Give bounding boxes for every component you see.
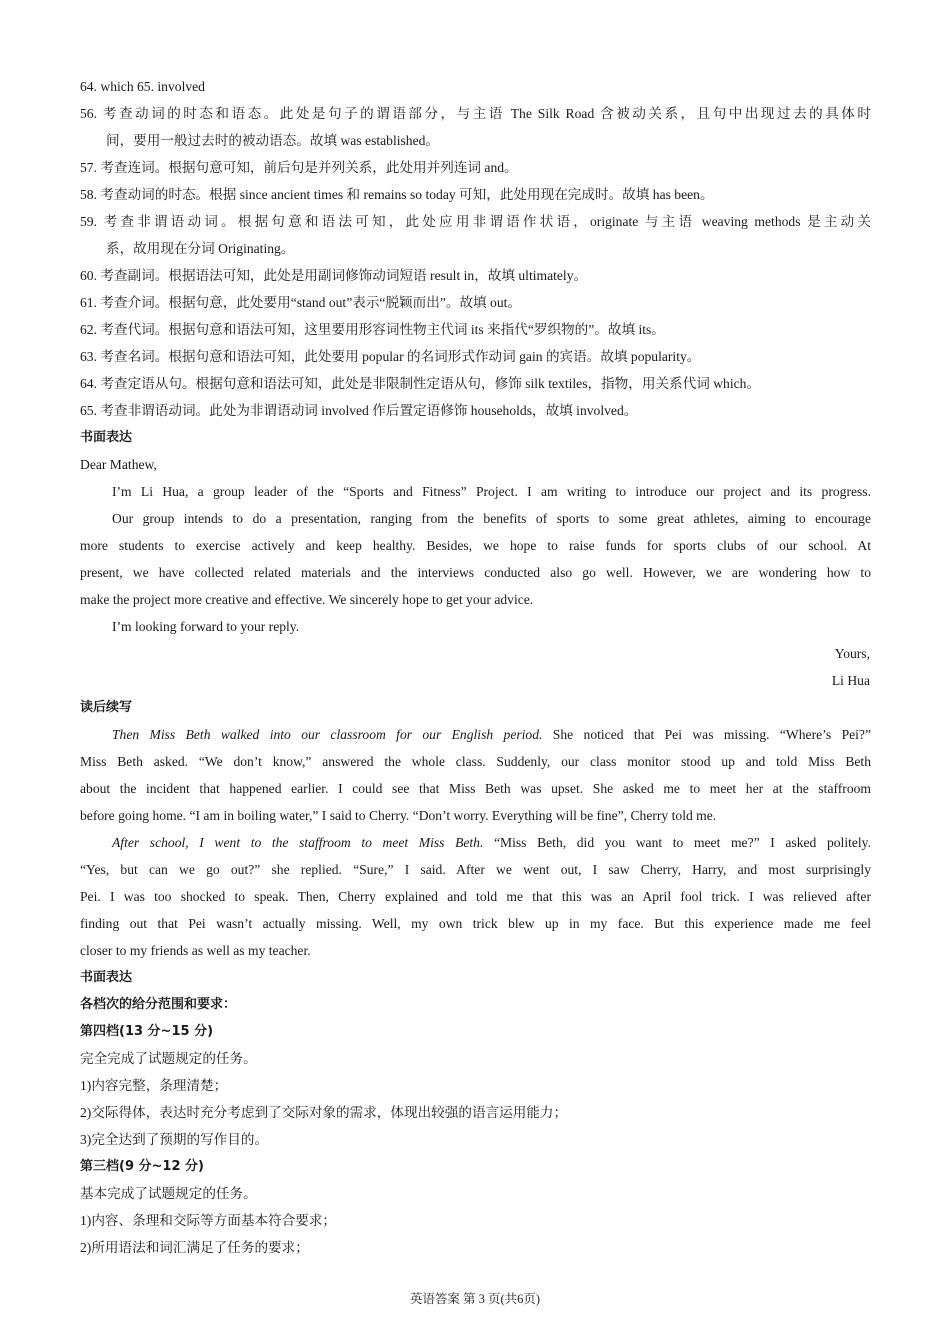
explanation-56-line2: 间，要用一般过去时的被动语态。故填 was established。: [106, 133, 440, 148]
letter-paragraph-2-line1: Our group intends to do a presentation, ranging from the benefits of sports to some great athletes, aiming to encourage: [112, 511, 871, 526]
writing-heading: 书面表达: [80, 430, 133, 445]
tier3-description: 基本完成了试题规定的任务。: [80, 1186, 257, 1201]
explanation-60: 60. 考查副词。根据语法可知，此处是用副词修饰动词短语 result in，故填 ultimately。: [80, 268, 588, 283]
explanation-62: 62. 考查代词。根据句意和语法可知，这里要用形容词性物主代词 its 来指代“罗织物的”。故填 its。: [80, 322, 665, 337]
letter-paragraph-2-line4: make the project more creative and effective. We sincerely hope to get your advice.: [80, 592, 534, 607]
tier3-item-2: 2)所用语法和词汇满足了任务的要求；: [80, 1240, 309, 1255]
explanation-65: 65. 考查非谓语动词。此处为非谓语动词 involved 作后置定语修饰 households，故填 involved。: [80, 403, 638, 418]
tier4-title: 第四档(13 分~15 分): [80, 1024, 214, 1039]
explanation-63: 63. 考查名词。根据句意和语法可知，此处要用 popular 的名词形式作动词 gain 的宾语。故填 popularity。: [80, 349, 701, 364]
explanation-61: 61. 考查介词。根据句意，此处要用“stand out”表示“脱颖而出”。故填 out。: [80, 295, 522, 310]
explanation-56-line1: 56. 考查动词的时态和语态。此处是句子的谓语部分，与主语 The Silk Road 含被动关系，且句中出现过去的具体时: [80, 106, 871, 121]
continuation-p1-rest: She noticed that Pei was missing. “Where’s Pei?”: [542, 727, 872, 742]
tier4-description: 完全完成了试题规定的任务。: [80, 1051, 257, 1066]
continuation-p2-given-sentence: After school, I went to the staffroom to meet Miss Beth.: [112, 835, 484, 850]
page-footer: 英语答案 第 3 页(共6页): [409, 1292, 541, 1306]
tier4-item-1: 1)内容完整，条理清楚；: [80, 1078, 228, 1093]
tier3-item-1: 1)内容、条理和交际等方面基本符合要求；: [80, 1213, 337, 1228]
continuation-p2-line1: [112, 833, 871, 853]
tier3-title: 第三档(9 分~12 分): [80, 1159, 204, 1174]
continuation-p1-line2: Miss Beth asked. “We don’t know,” answered the whole class. Suddenly, our class monitor stood up and told Miss Beth: [80, 754, 871, 769]
tier4-item-2: 2)交际得体，表达时充分考虑到了交际对象的需求，体现出较强的语言运用能力；: [80, 1105, 568, 1120]
continuation-p1-line3: about the incident that happened earlier. I could see that Miss Beth was upset. She asked me to meet her at the staffroom: [80, 781, 871, 796]
continuation-p2-line2: “Yes, but can we go out?” she replied. “Sure,” I said. After we went out, I saw Cherry, Harry, and most surprisingly: [80, 862, 871, 877]
letter-paragraph-2-line3: present, we have collected related materials and the interviews conducted also go well. However, we are wondering how to: [80, 565, 871, 580]
letter-signature: Li Hua: [831, 673, 870, 688]
answer-summary-line: 64. which 65. involved: [80, 79, 205, 94]
letter-salutation: Dear Mathew,: [80, 457, 157, 472]
explanation-57: 57. 考查连词。根据句意可知，前后句是并列关系，此处用并列连词 and。: [80, 160, 518, 175]
explanation-58: 58. 考查动词的时态。根据 since ancient times 和 remains so today 可知，此处用现在完成时。故填 has been。: [80, 187, 714, 202]
letter-paragraph-3: I’m looking forward to your reply.: [112, 619, 300, 634]
continuation-p1-line1: [112, 725, 871, 745]
letter-paragraph-1: I’m Li Hua, a group leader of the “Sports and Fitness” Project. I am writing to introduce our project and its progress.: [112, 484, 871, 499]
explanation-64: 64. 考查定语从句。根据句意和语法可知，此处是非限制性定语从句，修饰 silk textiles，指物，用关系代词 which。: [80, 376, 761, 391]
explanation-59-line2: 系，故用现在分词 Originating。: [106, 241, 295, 256]
continuation-p1-line4: before going home. “I am in boiling water,” I said to Cherry. “Don’t worry. Everything will be fine”, Cherry told me.: [80, 808, 717, 823]
tier4-item-3: 3)完全达到了预期的写作目的。: [80, 1132, 269, 1147]
continuation-heading: 读后续写: [80, 700, 133, 715]
explanation-59-line1: 59. 考查非谓语动词。根据句意和语法可知，此处应用非谓语作状语，originate 与主语 weaving methods 是主动关: [80, 214, 871, 229]
scoring-heading: 书面表达: [80, 970, 133, 985]
continuation-p2-line3: Pei. I was too shocked to speak. Then, Cherry explained and told me that this was an April fool trick. I was relieved after: [80, 889, 871, 904]
scoring-subheading: 各档次的给分范围和要求：: [80, 997, 237, 1012]
continuation-p2-line4: finding out that Pei wasn’t actually missing. Well, my own trick blew up in my face. But this experience made me feel: [80, 916, 871, 931]
continuation-p2-rest: “Miss Beth, did you want to meet me?” I asked politely.: [483, 835, 871, 850]
letter-paragraph-2-line2: more students to exercise actively and keep healthy. Besides, we hope to raise funds for sports clubs of our school. At: [80, 538, 871, 553]
letter-closing: Yours,: [834, 646, 870, 661]
continuation-p2-line5: closer to my friends as well as my teacher.: [80, 943, 311, 958]
continuation-p1-given-sentence: Then Miss Beth walked into our classroom for our English period.: [112, 727, 543, 742]
